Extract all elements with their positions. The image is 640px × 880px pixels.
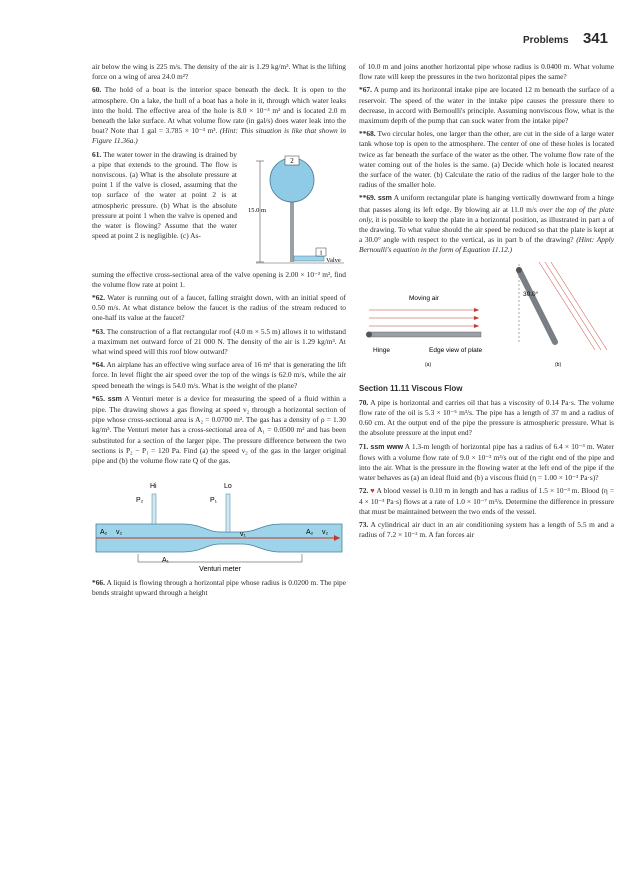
- problem-text: Two circular holes, one larger than the other, are cut in the side of a large water tank whose top is open to the atmosphere. The center of one of these holes is located twice as far beneath the surface of the water as the other. The volume flow rate of the water coming out of the holes is the same. (a) Decide which hole is located nearest the surface of the water. (b) Calculate the ratio of the radius of the larger hole to the radius of the smaller hole.: [359, 129, 614, 190]
- v2-left-label: v₂: [116, 529, 123, 537]
- problem-text: A uniform rectangular plate is hanging vertically downward from a hinge that passes along its left edge. By blowing air at 11.0 m/s: [359, 193, 614, 214]
- problem-number: *65.: [92, 393, 105, 403]
- air-b-arrow-3: [551, 262, 607, 350]
- problem-70: [359, 398, 614, 439]
- tower-support: [290, 200, 294, 262]
- drain-pipe: [294, 256, 324, 261]
- edge-view-label: Edge view of plate: [429, 346, 483, 354]
- problem-hint: (Hint: Apply Bernoulli's equation in the form of Equation 11.12.): [359, 235, 614, 255]
- problem-text: A pump and its horizontal intake pipe are located 12 m beneath the surface of a reservoir. The speed of the water in the intake pipe causes the pressure there to decrease, in accord with Bernoulli's principle. Assuming nonviscous flow, what is the maximum depth of the pump that can suck water from the intake pipe?: [359, 85, 614, 126]
- page-number: 341: [582, 30, 608, 47]
- page-header: [0, 30, 608, 48]
- venturi-caption: Venturi meter: [199, 566, 241, 573]
- problem-63: [92, 327, 346, 358]
- problem-number: 70.: [359, 397, 369, 407]
- problem-text: The hold of a boat is the interior space beneath the deck. It is open to the atmosphere. On a lake, the hull of a boat has a hole in it, through which water leaks into the hold. The effective area of the hole is 8.0 × 10⁻³ m² and is located 2.0 m beneath the lake surface. At what volume flow rate (in gal/s) does water leak into the boat? Note that 1 gal = 3.785 × 10⁻³ m³.: [92, 85, 346, 136]
- problem-number: *62.: [92, 293, 105, 303]
- moving-air-label: Moving air: [409, 294, 439, 302]
- right-intro: of 10.0 m and joins another horizontal pipe whose radius is 0.0400 m. What volume flow rate will keep the pressures in the two horizontal pipes the same?: [359, 62, 614, 82]
- part-b-label: (b): [555, 361, 562, 368]
- problem-text-cont: it is possible to keep the plate in a horizontal position, as illustrated in part a of the drawing. To what value should the air speed be reduced so that the plate is kept at a 30.0° angle with respect to the vertical, as in part b of the drawing?: [359, 214, 614, 245]
- plate-tilted: [519, 270, 555, 342]
- problem-number: *66.: [92, 578, 105, 588]
- lo-tap: [226, 494, 230, 532]
- problem-text: Water is running out of a faucet, falling straight down, with an initial speed of 0.50 m/s. At what distance below the faucet is the radius of the stream reduced to one-half its value at the faucet?: [92, 293, 346, 323]
- water-tower-figure: [246, 150, 346, 270]
- problem-text: A pipe is horizontal and carries oil that has a viscosity of 0.14 Pa·s. The volume flow rate of the oil is 5.3 × 10⁻⁵ m³/s. The pipe has a length of 37 m and a radius of 0.60 cm. At the output end of the pipe the pressure is atmospheric pressure. What is the absolute pressure at the input end?: [359, 397, 614, 438]
- problem-73: [359, 520, 614, 540]
- v2-right-label: v₂: [322, 529, 329, 537]
- hinge-b-icon: [516, 267, 522, 273]
- hi-tap: [152, 494, 156, 524]
- problem-text: The construction of a flat rectangular roof (4.0 m × 5.5 m) allows it to withstand a maximum net outward force of 21 000 N. The density of the air is 1.29 kg/m³. At what wind speed will this roof blow outward?: [92, 326, 346, 357]
- ssm-tag: ssm: [107, 395, 122, 403]
- problem-text: A blood vessel is 0.10 m in length and has a radius of 1.5 × 10⁻³ m. Blood (η = 4 × 10⁻³ Pa·s) flows at a rate of 1.0 × 10⁻⁷ m³/s. Determine the difference in pressure that must be maintained between the two ends of the vessel.: [359, 486, 615, 516]
- problem-69: [359, 193, 614, 255]
- a2-left-label: A₂: [100, 529, 108, 537]
- problem-number: 60.: [92, 85, 102, 95]
- problem-number: 61.: [92, 149, 102, 159]
- lo-label: Lo: [224, 483, 232, 491]
- hi-label: Hi: [150, 483, 157, 491]
- problem-text: A cylindrical air duct in an air conditioning system has a length of 5.5 m and a radius of 7.2 × 10⁻² m. A fan forces air: [359, 520, 614, 540]
- v1-label: v₁: [240, 531, 246, 539]
- problem-67: [359, 85, 614, 126]
- problem-number: 72.: [359, 486, 369, 496]
- problem-62: [92, 293, 346, 324]
- problem-68: [359, 129, 614, 190]
- problem-number: 73.: [359, 520, 369, 530]
- p1-label: P₁: [210, 497, 218, 505]
- right-column: [359, 62, 614, 544]
- problem-emphasis: over the top of the plate only,: [359, 204, 614, 224]
- problem-text-cont: suming the effective cross-sectional area of the valve opening is 2.00 × 10⁻² m², find the volume flow rate at point 1.: [92, 269, 346, 289]
- problem-text: A Venturi meter is a device for measuring the speed of a fluid within a pipe. The drawing shows a gas flowing at speed v₂ through a horizontal section of pipe whose cross-sectional area is A₂ = 0.0700 m². The gas has a density of ρ = 1.30 kg/m³. The Venturi meter has a cross-sectional area of A₁ = 0.0500 m² and has been substituted for a section of the larger pipe. The pressure difference between the two sections is P₂ − P₁ = 120 Pa. Find (a) the speed v₂ of the gas in the larger original pipe and (b) the volume flow rate Q of the gas.: [92, 393, 346, 466]
- problem-60: [92, 85, 346, 146]
- problem-72: [359, 486, 614, 517]
- problem-64: [92, 360, 346, 391]
- ssm-tag: ssm: [377, 195, 392, 203]
- angle-label: 30.0°: [523, 290, 539, 298]
- plate-horizontal: [369, 332, 481, 337]
- problem-65: [92, 394, 346, 466]
- problem-text: A 1.3-m length of horizontal pipe has a radius of 6.4 × 10⁻³ m. Water flows with a volume flow rate of 9.0 × 10⁻³ m³/s out of the right end of the pipe and into the air. What is the pressure in the flowing water at the left end of the pipe if the water behaves as (a) an ideal fluid and (b) a viscous fluid (η = 1.00 × 10⁻³ Pa·s)?: [359, 441, 614, 483]
- height-label: 15.0 m: [248, 206, 267, 214]
- ssm-tag: ssm www: [370, 443, 404, 451]
- p2-label: P₂: [136, 497, 144, 505]
- problem-text: An airplane has an effective wing surface area of 16 m² that is generating the lift force. In level flight the air speed over the top of the wings is 62.0 m/s, while the air speed beneath the wings is 54.0 m/s. What is the weight of the plane?: [92, 360, 346, 390]
- problem-number: *67.: [359, 85, 372, 95]
- section-heading: Section 11.11 Viscous Flow: [359, 383, 463, 393]
- problem-number: *64.: [92, 360, 105, 370]
- problem-hint: (Hint: This situation is like that shown in Figure 11.36a.): [92, 126, 346, 146]
- valve-label: Valve: [326, 256, 341, 264]
- problem-71: [359, 442, 614, 484]
- section-title: Problems: [522, 35, 569, 46]
- point-1-label: 1: [319, 249, 323, 257]
- part-a-label: (a): [425, 361, 432, 368]
- problem-61: [92, 150, 346, 290]
- hinge-icon: [366, 331, 372, 337]
- problem-text: A liquid is flowing through a horizontal pipe whose radius is 0.0200 m. The pipe bends straight upward through a height: [92, 578, 346, 598]
- a1-label: A₁: [162, 557, 170, 565]
- problem-number: **69.: [359, 193, 376, 203]
- problem-number: 71.: [359, 441, 369, 451]
- heart-icon: ♥: [370, 486, 375, 496]
- problem-number: *63.: [92, 326, 105, 336]
- venturi-meter-figure: [92, 472, 346, 572]
- problem-text: The water tower in the drawing is drained by a pipe that extends to the ground. The flow is nonviscous. (a) What is the absolute pressure at point 1 if the valve is closed, assuming that the top surface of the water at point 2 is at atmospheric pressure. (b) What is the absolute pressure at point 1 when the valve is opened and the water is flowing? Assume that the water speed at point 2 is negligible. (c) As-: [92, 149, 237, 241]
- problem-number: **68.: [359, 129, 376, 139]
- left-column: [92, 62, 346, 602]
- hinge-label: Hinge: [373, 346, 390, 354]
- problem-66: [92, 578, 346, 598]
- point-2-label: 2: [290, 156, 294, 165]
- hinged-plate-figure: [359, 262, 614, 372]
- air-b-arrow-1: [539, 262, 595, 350]
- left-intro: air below the wing is 225 m/s. The density of the air is 1.29 kg/m³. What is the lifting force on a wing of area 24.0 m²?: [92, 62, 346, 82]
- a2-right-label: A₂: [306, 529, 314, 537]
